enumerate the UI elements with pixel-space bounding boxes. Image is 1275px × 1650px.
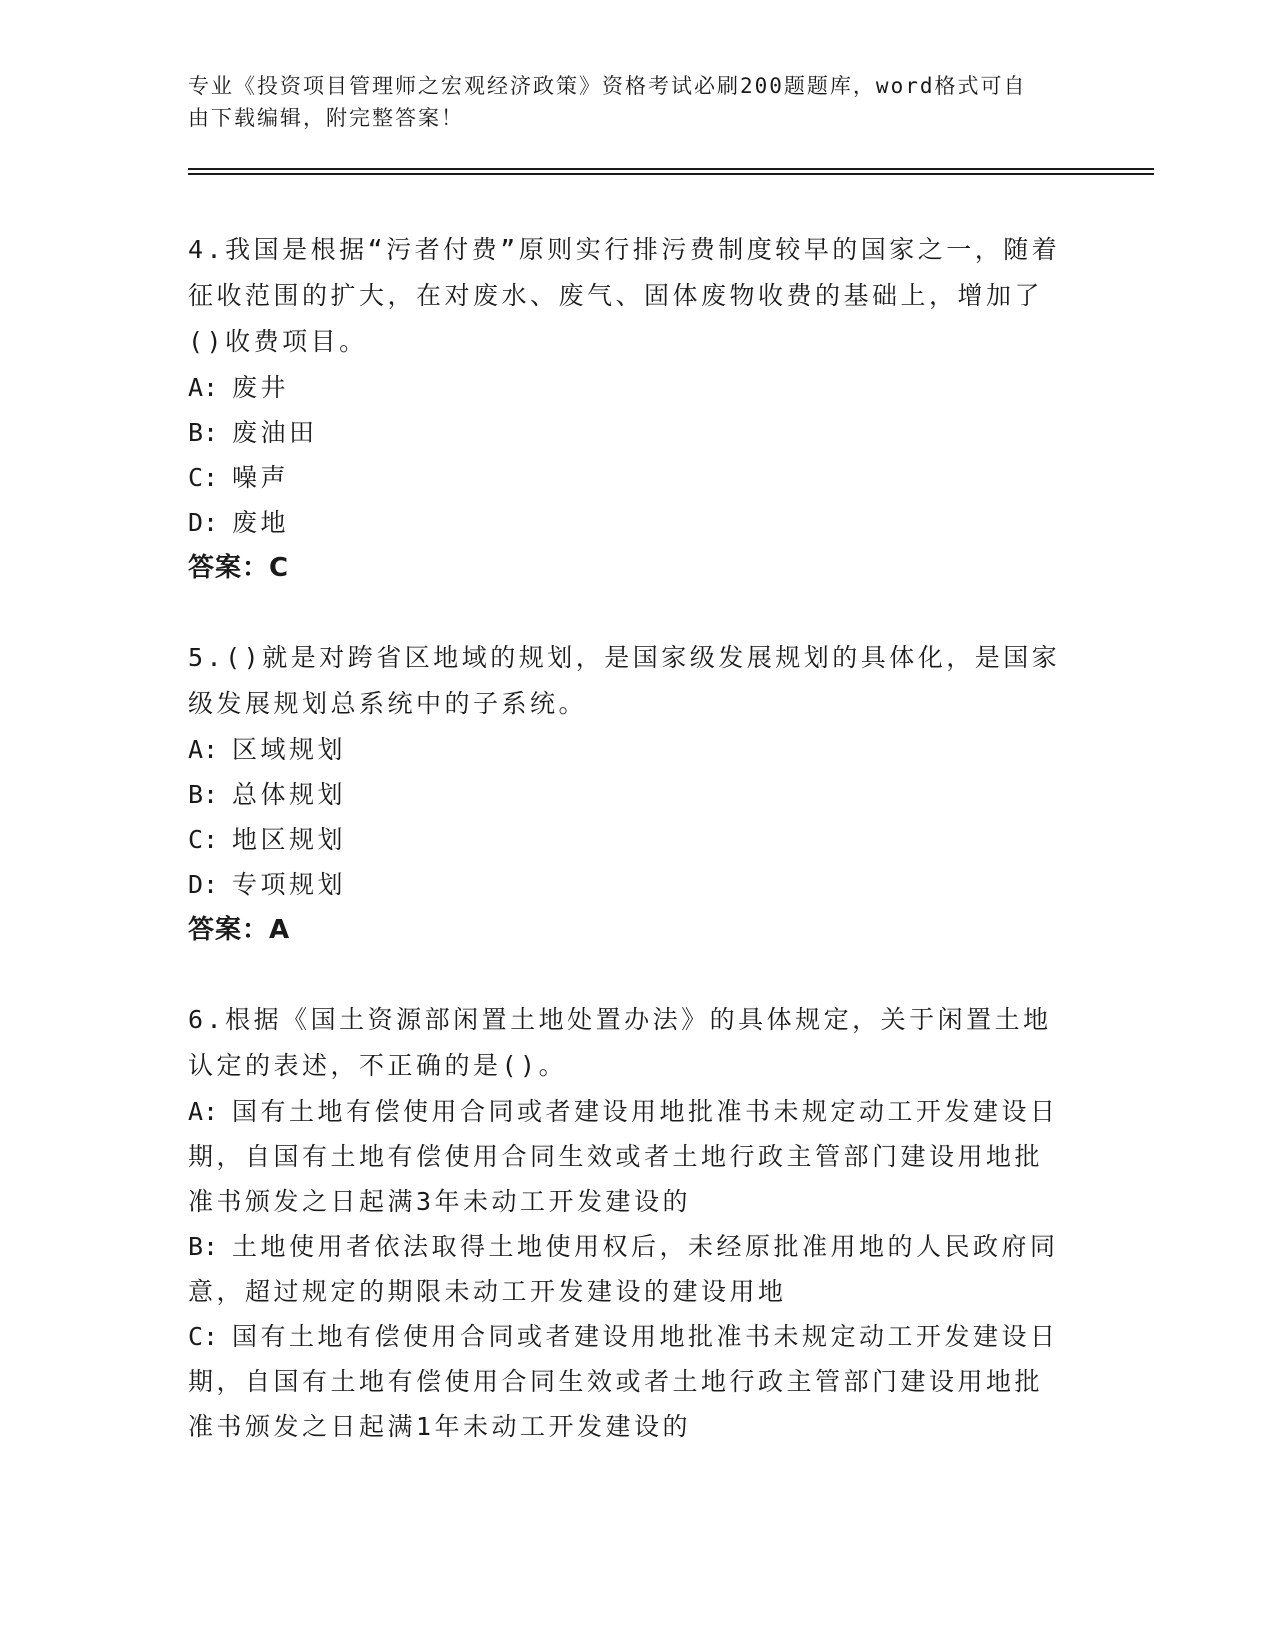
answer-label: 答案：C (188, 553, 290, 583)
option-text: 区域规划 (232, 735, 347, 764)
option-c (188, 455, 1068, 500)
divider-line-top (188, 168, 1154, 170)
option-text: 国有土地有偿使用合同或者建设用地批准书未规定动工开发建设日期，自国有土地有偿使用合同生效或者土地行政主管部门建设用地批准书颁发之日起满1年未动工开发建设的 (188, 1322, 1059, 1441)
option-letter: A: (188, 1097, 219, 1126)
option-text: 废井 (232, 373, 290, 402)
divider-line-bottom (188, 173, 1154, 175)
option-c (188, 817, 1068, 862)
option-text: 地区规划 (232, 825, 347, 854)
option-letter: B: (188, 780, 219, 809)
option-letter: B: (188, 1232, 219, 1261)
document-page (188, 70, 1148, 1449)
option-letter: D: (188, 870, 219, 899)
option-a (188, 727, 1068, 772)
question-4 (188, 227, 1148, 591)
option-d (188, 862, 1068, 907)
option-text: 噪声 (232, 463, 290, 492)
option-b (188, 1224, 1068, 1314)
option-text: 专项规划 (232, 870, 347, 899)
option-letter: A: (188, 373, 219, 402)
option-letter: B: (188, 418, 219, 447)
header-divider (188, 168, 1154, 175)
answer-label: 答案：A (188, 915, 291, 945)
option-b (188, 772, 1068, 817)
option-text: 废地 (232, 508, 290, 537)
option-letter: C: (188, 1322, 219, 1351)
option-text: 总体规划 (232, 780, 347, 809)
option-letter: C: (188, 463, 219, 492)
question-5 (188, 635, 1148, 953)
option-letter: D: (188, 508, 219, 537)
option-d (188, 500, 1068, 545)
option-c (188, 1314, 1068, 1449)
option-text: 废油田 (232, 418, 318, 447)
question-stem: 4.我国是根据“污者付费”原则实行排污费制度较早的国家之一，随着征收范围的扩大，在对废水、废气、固体废物收费的基础上，增加了()收费项目。 (188, 235, 1061, 356)
question-6 (188, 997, 1148, 1449)
option-text: 国有土地有偿使用合同或者建设用地批准书未规定动工开发建设日期，自国有土地有偿使用合同生效或者土地行政主管部门建设用地批准书颁发之日起满3年未动工开发建设的 (188, 1097, 1059, 1216)
option-a (188, 1089, 1068, 1224)
option-b (188, 410, 1068, 455)
document-header: 专业《投资项目管理师之宏观经济政策》资格考试必刷200题题库，word格式可自由下载编辑，附完整答案！ (188, 74, 1027, 130)
option-letter: C: (188, 825, 219, 854)
option-letter: A: (188, 735, 219, 764)
option-text: 土地使用者依法取得土地使用权后，未经原批准用地的人民政府同意，超过规定的期限未动工开发建设的建设用地 (188, 1232, 1059, 1306)
question-stem: 6.根据《国土资源部闲置土地处置办法》的具体规定，关于闲置土地认定的表述，不正确的是()。 (188, 1005, 1052, 1080)
option-a (188, 365, 1068, 410)
question-stem: 5.()就是对跨省区地域的规划，是国家级发展规划的具体化，是国家级发展规划总系统中的子系统。 (188, 643, 1061, 718)
